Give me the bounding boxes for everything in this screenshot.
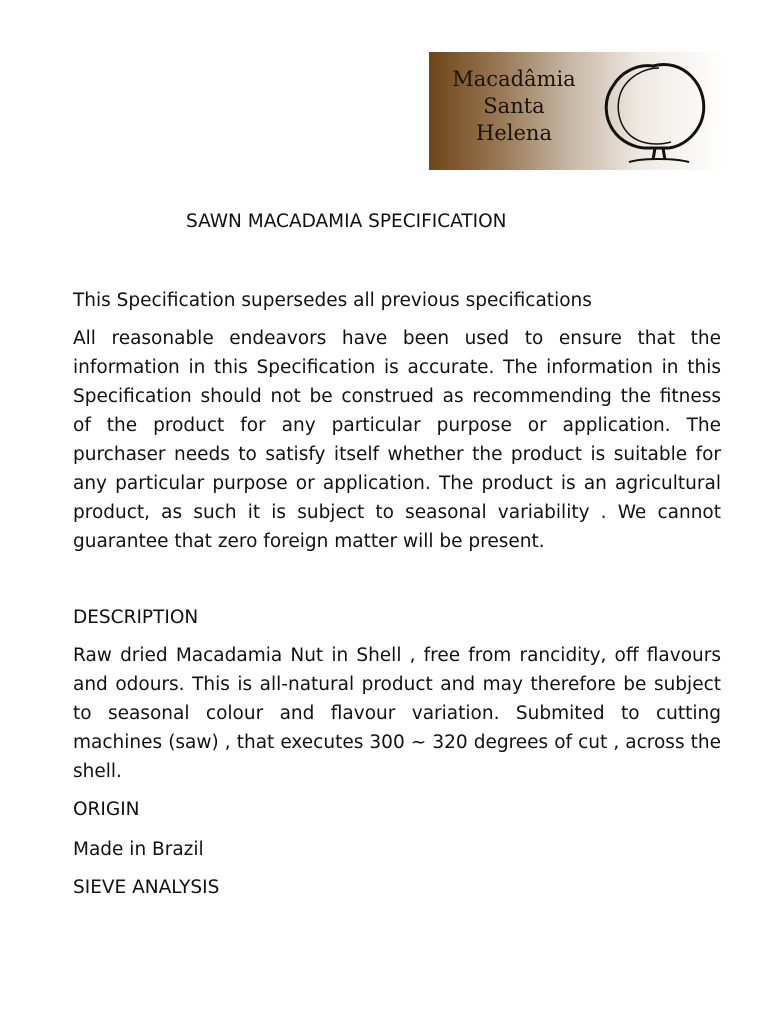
logo-wordmark — [429, 66, 599, 147]
disclaimer-paragraph: All reasonable endeavors have been used to ensure that the information in this Specification is accurate. The information in this Specification should not be construed as recommending the fitness of the product for any particular purpose or application. The purchaser needs to satisfy itself whether the product is suitable for any particular purpose or application. The product is an agricultural product, as such it is subject to seasonal variability . We cannot guarantee that zero foreign matter will be present. — [73, 328, 721, 552]
company-logo — [429, 52, 723, 170]
logo-line-3: Helena — [476, 121, 552, 145]
tree-icon — [597, 56, 717, 168]
logo-line-1: Macadâmia — [452, 67, 576, 91]
description-heading: DESCRIPTION — [73, 607, 199, 628]
origin-heading: ORIGIN — [73, 799, 140, 820]
logo-line-2: Santa — [483, 94, 545, 118]
sieve-analysis-heading: SIEVE ANALYSIS — [73, 877, 220, 898]
origin-value: Made in Brazil — [73, 839, 204, 860]
description-paragraph: Raw dried Macadamia Nut in Shell , free from rancidity, off flavours and odours. This is all-natural product and may therefore be subject to seasonal colour and flavour variation. Submited to cutting machines (saw) , that executes 300 ~ 320 degrees of cut , across the shell. — [73, 645, 721, 782]
document-title: SAWN MACADAMIA SPECIFICATION — [186, 211, 507, 232]
supersedes-statement: This Specification supersedes all previous specifications — [73, 290, 592, 311]
